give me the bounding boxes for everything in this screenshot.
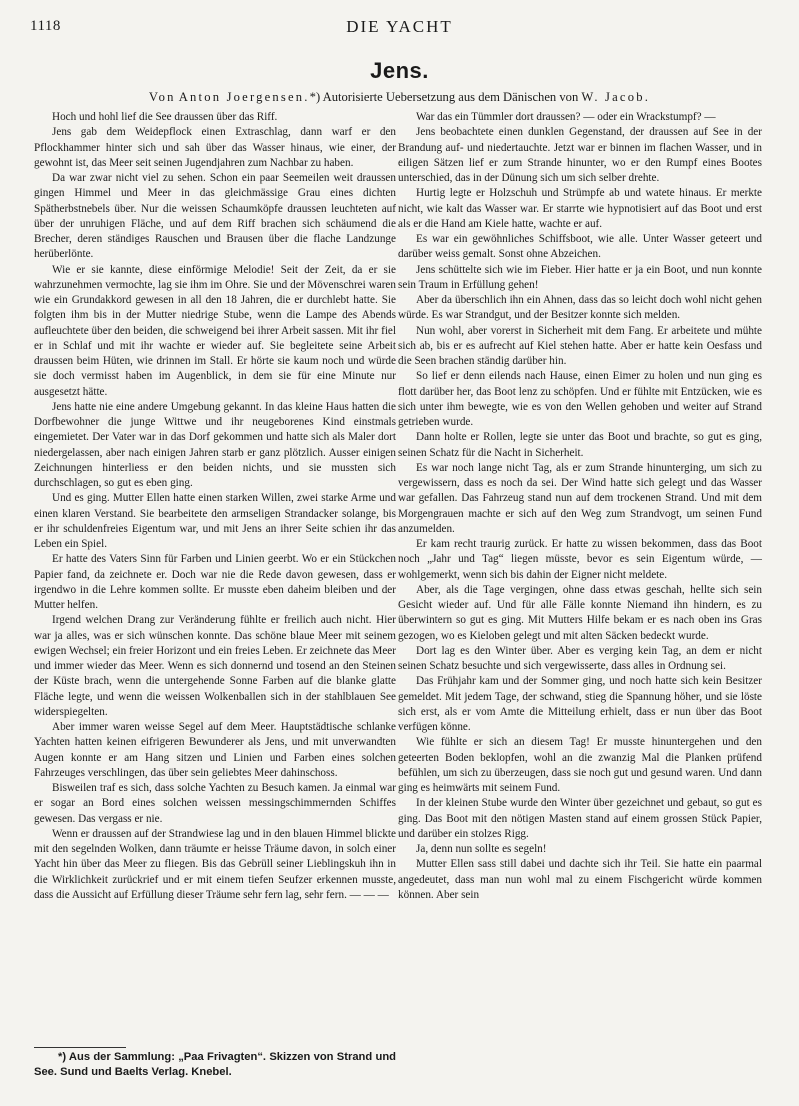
paragraph: War das ein Tümmler dort draussen? — oder ein Wrackstumpf? — [416, 111, 716, 123]
paragraph: Hurtig legte er Holzschuh und Strümpfe ab und watete hinaus. Er merkte nicht, wie kalt das Wasser war. Er starrte wie hypnotisiert auf das Boot und erst als er die Hand am Kiele hatte, wachte er auf. [398, 187, 762, 230]
paragraph: Aber da überschlich ihn ein Ahnen, dass das so leicht doch wohl nicht gehen würde. Es war Strandgut, und der Besitzer konnte sich melden. [398, 294, 762, 322]
paragraph: Das Frühjahr kam und der Sommer ging, und noch hatte sich kein Besitzer gemeldet. Mit jedem Tage, der schwand, stieg die Spannung höher, und sie löste sich erst, als er vom Amte die Mitteilung erhielt, dass er nun über das Boot verfügen könne. [398, 675, 762, 733]
byline [30, 90, 769, 105]
paragraph: Dort lag es den Winter über. Aber es verging kein Tag, an dem er nicht seinen Schatz besuchte und sich vergewisserte, dass alles in Ordnung sei. [398, 644, 762, 672]
footnote-mark: *) [309, 90, 321, 104]
paragraph: Mutter Ellen sass still dabei und dachte sich ihr Teil. Sie hatte ein paarmal angedeutet, dass man nun wohl mal zu einem Fischgericht würde kommen können. Aber sein [398, 858, 762, 901]
paragraph: Es war noch lange nicht Tag, als er zum Strande hinunterging, um sich zu vergewissern, dass es noch da sei. Der Wind hatte sich gelegt und das Wasser war gefallen. Das Fahrzeug stand nun auf dem trockenen Strand. Und mit dem Morgengrauen machte er sich auf den Weg zum Strandvogt, um seinen Fund anzumelden. [398, 461, 762, 535]
paragraph: Da war zwar nicht viel zu sehen. Schon ein paar Seemeilen weit draussen gingen Himmel und Meer in das gleichmässige Grau eines dichten Spätherbstnebels über. Nur die weissen Schaumköpfe draussen leuchteten auf über der unruhigen Fläche, und auf dem Riff brachen sich schäumend die Brecher, deren ständiges Rauschen und Brausen über die flache Landzunge herüberlönte. [34, 172, 396, 261]
footnote: *) Aus der Sammlung: „Paa Frivagten“. Skizzen von Strand und See. Sund und Baelts Verlag. Knebel. [34, 1051, 396, 1078]
byline-von: Von [148, 90, 176, 104]
paragraph: In der kleinen Stube wurde den Winter über gezeichnet und gebaut, so gut es ging. Das Boot mit den nötigen Masten stand auf einem grossen Stück Papier, und darüber ein stolzes Rigg. [398, 797, 762, 840]
right-column [398, 110, 762, 903]
paragraph: Hoch und hohl lief die See draussen über das Riff. [52, 111, 278, 123]
footnote-divider [34, 1047, 126, 1048]
left-column [34, 110, 396, 903]
paragraph: Dann holte er Rollen, legte sie unter das Boot und brachte, so gut es ging, seinen Schatz für die Nacht in Sicherheit. [398, 431, 762, 459]
article-title: Jens. [370, 58, 429, 83]
paragraph: Bisweilen traf es sich, dass solche Yachten zu Besuch kamen. Ja einmal war er sogar an Bord eines solchen weissen messingschimmernden Schiffes gewesen. Das vergass er nie. [34, 782, 396, 825]
page-number: 1118 [30, 18, 61, 34]
paragraph: Ja, denn nun sollte es segeln! [416, 843, 547, 855]
paragraph: Er kam recht traurig zurück. Er hatte zu wissen bekommen, dass das Boot noch „Jahr und Tag“ liegen müsste, bevor es sein Eigentum würde, — wohlgemerkt, wenn sich bis dahin der Eigner nicht meldete. [398, 538, 762, 581]
paragraph: Nun wohl, aber vorerst in Sicherheit mit dem Fang. Er arbeitete und mühte sich ab, bis er es aufrecht auf Kiel stehen hatte. Aber er hatte kein Oesfass und die Seen brachen ständig darüber hin. [398, 324, 762, 367]
paragraph: Und es ging. Mutter Ellen hatte einen starken Willen, zwei starke Arme und einen klaren Verstand. Sie bearbeitete den armseligen Strandacker solange, bis er ihr schuldenfreies Eigentum war, und mit Jens an ihrer Seite schien ihr das Leben ein Spiel. [34, 492, 396, 550]
running-head: DIE YACHT [346, 17, 453, 36]
paragraph: So lief er denn eilends nach Hause, einen Eimer zu holen und nun ging es flott darüber her, das Boot lenz zu schöpfen. Und er fühlte mit Entzücken, wie es sich unter ihm bewegte, wie es von den Wellen gehoben und weiter auf Strand getrieben wurde. [398, 370, 762, 428]
paragraph: Aber, als die Tage vergingen, ohne dass etwas geschah, hellte sich sein Gesicht wieder auf. Und für alle Fälle konnte Niemand ihn hindern, es zu überwintern so gut es ging. Mit Mutters Hilfe bekam er es nach oben ins Gras gezogen, wo es Kieloben gelegt und mit alten Säcken bedeckt wurde. [398, 583, 762, 642]
byline-translator: W. Jacob. [581, 90, 651, 104]
paragraph: Wie fühlte er sich an diesem Tag! Er musste hinuntergehen und den geteerten Boden beklopfen, wohl an die zwanzig Mal die Planken prüfend befühlen, um sich zu überzeugen, dass sie noch gut und gesund waren. Und dann ging es heimwärts mit seinem Fund. [398, 736, 762, 794]
byline-author: Anton Joergensen. [178, 90, 310, 104]
paragraph: Irgend welchen Drang zur Veränderung fühlte er freilich auch nicht. Hier war ja alles, was er sich wünschen konnte. Das schöne blaue Meer mit seinem ewigen Wechsel; ein freier Horizont und ein freies Leben. Er zeichnete das Meer und immer wieder das Meer. Wenn es sich donnernd und tosend an den Steinen der Küste brach, wenn die untergehende Sonne Farben auf die blanke glatte Fläche legte, und wenn die weissen Wolkenballen sich in der stahlblauen See widerspiegelten. [34, 614, 396, 718]
paragraph: Wenn er draussen auf der Strandwiese lag und in den blauen Himmel blickte mit den segelnden Wolken, dann träumte er heisse Träume davon, in solch einer Yacht hin über das Meer zu fliegen. Bis das Gebrüll seiner Lieblingskuh ihn in die Wirklichkeit zurückrief und er mit einem tiefen Seufzer erkennen musste, dass die Aussicht auf Erfüllung dieser Träume sehr fern lag, sehr fern. — — — [34, 827, 396, 901]
paragraph: Jens gab dem Weidepflock einen Extraschlag, dann warf er den Pflockhammer hinter sich und sah über das Wasser hinaus, wie einer, der gewohnt ist, das Meer seit seinen Jugendjahren zum Nachbar zu haben. [34, 126, 396, 169]
paragraph: Es war ein gewöhnliches Schiffsboot, wie alle. Unter Wasser geteert und darüber weiss gemalt. Sonst ohne Abzeichen. [398, 233, 762, 261]
paragraph: Wie er sie kannte, diese einförmige Melodie! Seit der Zeit, da er sie wahrzunehmen vermochte, lag sie ihm im Ohre. Sie und der Mövenschrei waren wie ein Grundakkord gewesen in all den 18 Jahren, die er durchlebt hatte. Sie folgten ihm bis in der Mutter niedrige Stube, wenn die Lampe des Abends aufleuchtete über den beiden, die schweigend bei ihrer Arbeit sassen. Mit ihr fiel er in Schlaf und mit ihr wachte er wieder auf. Sie begleitete seine Arbeit draussen beim Hüten, wie drinnen im Stall. Er hörte sie kaum noch und würde sie doch vermisst haben im Augenblick, in dem sie für eine Minute nur ausgesetzt hätte. [34, 263, 396, 398]
paragraph: Jens beobachtete einen dunklen Gegenstand, der draussen auf See in der Brandung auf- und niedertauchte. Jetzt war er binnen im flachen Wasser, und in eiligen Sätzen lief er zum Strande hinunter, wo er den Rumpf eines Bootes unterschied, das in der Dünung sich um sich selber drehte. [398, 126, 762, 184]
paragraph: Er hatte des Vaters Sinn für Farben und Linien geerbt. Wo er ein Stückchen Papier fand, da zeichnete er. Doch war nie die Rede davon gewesen, dass er irgendwo in die Lehre kommen sollte. Er musste eben daheim bleiben und der Mutter helfen. [34, 553, 396, 611]
paragraph: Aber immer waren weisse Segel auf dem Meer. Hauptstädtische schlanke Yachten hatten keinen eifrigeren Bewunderer als Jens, und mit unverwandten Augen konnte er am Hang sitzen und Linien und Farben eines solchen Fahrzeuges verschlingen, das über sein geliebtes Meer dahinschoss. [34, 721, 396, 779]
paragraph: Jens schüttelte sich wie im Fieber. Hier hatte er ja ein Boot, und nun konnte sein Traum in Erfüllung gehen! [398, 263, 762, 291]
paragraph: Jens hatte nie eine andere Umgebung gekannt. In das kleine Haus hatten die Dorfbewohner die junge Wittwe und ihr neugeborenes Kind einstmals eingemietet. Der Vater war in das Dorf gekommen und hatte sich als Maler dort niedergelassen, aber nach einigen Jahren starb er ganz plötzlich. Ausser einigen Zeichnungen hinterliess er den beiden nichts, und sie mussten sich durchschlagen, so gut es eben ging. [34, 400, 396, 489]
byline-text: Autorisierte Uebersetzung aus dem Dänischen von [320, 90, 582, 104]
